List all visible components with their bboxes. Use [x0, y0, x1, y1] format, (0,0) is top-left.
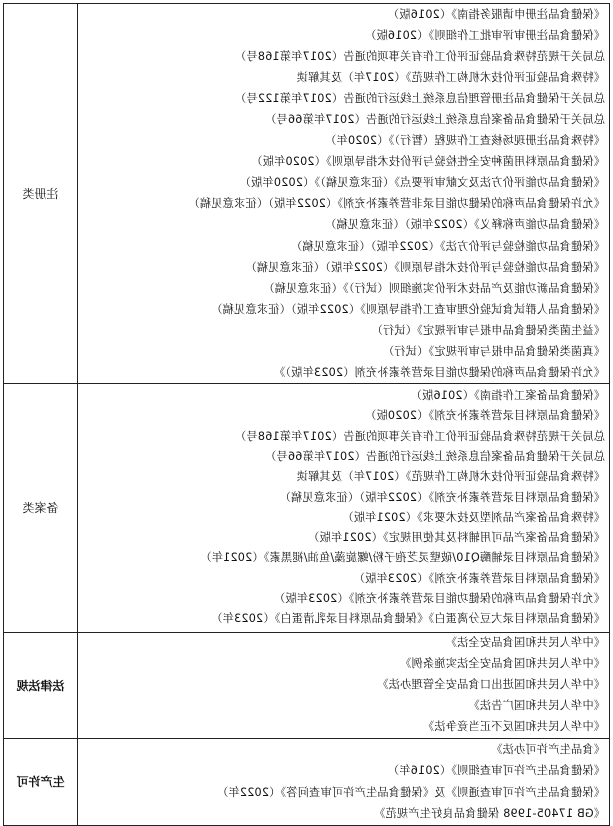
- list-item: 《允许保健食品声称的保健功能目录非营养素补充剂》（2022年版）（征求意见稿）: [188, 197, 605, 211]
- list-item: 总局关于保健食品备案信息系统上线运行的通告（2017年第66号）: [265, 113, 605, 127]
- group-items: [78, 632, 610, 738]
- list-item: 总局关于规范特殊食品验证评价工作有关事项的通告（2017年第168号）: [234, 50, 605, 64]
- list-item: 《保健食品人群试食试验伦理审查工作指导原则》（2022年版）（征求意见稿）: [211, 302, 605, 316]
- group-row-filing: [4, 383, 610, 632]
- list-item: 《保健食品生产许可审查细则》（2016年）: [387, 764, 605, 778]
- group-row-production-license: [4, 738, 610, 825]
- group-items: [78, 738, 610, 825]
- list-item: 《允许保健食品声称的保健功能目录营养素补充剂（2023年版）》: [273, 365, 605, 379]
- list-item: 总局关于保健食品注册管理信息系统上线运行的通告（2017年第122号）: [234, 92, 605, 106]
- list-item: 《保健食品原料目录大豆分离蛋白》《保健食品原料目录乳清蛋白》（2023年）: [211, 612, 605, 626]
- list-item: 《保健食品原料目录营养素补充剂》（2022年版）（征求意见稿）: [279, 490, 605, 504]
- list-item: 总局关于保健食品备案信息系统上线运行的通告（2017年第66号）: [265, 449, 605, 463]
- list-item: 《特殊食品备案产品剂型及技术要求》（2021年版）: [342, 510, 605, 524]
- list-item: 《保健食品功能评价方法及文献审评要点》（征求意见稿）》（2020年版）: [239, 176, 605, 190]
- category-cell: 生产许可: [4, 738, 78, 825]
- list-item: 《中华人民共和国广告法》: [468, 698, 605, 712]
- list-item: 《GB 17405-1998 保健食品良好生产规范》: [373, 807, 605, 821]
- list-item: 《保健食品备案工作指南》（2016版）: [410, 389, 605, 403]
- list-item: 《中华人民共和国进出口食品安全管理办法》: [377, 677, 605, 691]
- list-item: 《特殊食品注册现场核查工作规程（暂行）》（2020年）: [325, 134, 605, 148]
- list-item: 《保健食品注册申请服务指南》（2016版）: [387, 8, 605, 21]
- list-item: 《保健食品新功能及产品技术评价实施细则（试行）》（征求意见稿）: [263, 281, 605, 295]
- list-item: 《保健食品生产许可审查通则》及《保健食品生产许可审查问答》（2022年）: [216, 785, 605, 799]
- list-item: 《保健食品原料目录营养素补充剂》（2023年版）: [353, 571, 605, 585]
- list-item: 《益生菌类保健食品申报与审评规定》（试行）: [371, 323, 605, 337]
- regulations-table: [3, 3, 610, 826]
- list-item: 《中华人民共和国反不正当竞争法》: [422, 719, 605, 733]
- list-item: 《中华人民共和国食品安全法》: [445, 636, 605, 650]
- list-item: 《保健食品功能声称释义》（2022年版）（征求意见稿）: [325, 218, 605, 232]
- list-item: 《特殊食品验证评价技术机构工作规范》（2017年）及其解读: [296, 470, 605, 484]
- list-item: 《保健食品原料用菌种安全性检验与评价技术指导原则》（2020年版）: [251, 155, 605, 169]
- list-item: 《食品生产许可办法》: [491, 742, 605, 756]
- list-item: 《保健食品原料目录辅酶Q10/破壁灵芝孢子粉/螺旋藻/鱼油/褪黑素》（2021年）: [200, 551, 605, 565]
- list-item: 《保健食品原料目录营养素补充剂》（2020版）: [364, 409, 605, 423]
- category-cell: 备案类: [4, 383, 78, 632]
- group-row-registration: [4, 4, 610, 384]
- list-item: 总局关于规范特殊食品验证评价工作有关事项的通告（2017年第168号）: [234, 429, 605, 443]
- group-items: [78, 383, 610, 632]
- list-item: 《允许保健食品声称的保健功能目录营养素补充剂》（2023年版）: [273, 592, 605, 606]
- list-item: 《真菌类保健食品申报与审评规定》（试行）: [382, 344, 605, 358]
- group-row-laws: [4, 632, 610, 738]
- list-item: 《保健食品功能检验与评价技术指导原则》（2022年版）（征求意见稿）: [245, 260, 605, 274]
- list-item: 《保健食品功能检验与评价方法》（2022年版）（征求意见稿）: [290, 239, 605, 253]
- group-items: [78, 4, 610, 384]
- list-item: 《中华人民共和国食品安全法实施条例》: [400, 657, 605, 671]
- category-cell: 注册类: [4, 4, 78, 384]
- list-item: 《特殊食品验证评价技术机构工作规范》（2017年）及其解读: [296, 71, 605, 85]
- list-item: 《保健食品注册审评审批工作细则》（2016版）: [364, 29, 605, 43]
- category-cell: 法律法规: [4, 632, 78, 738]
- list-item: 《保健食品备案产品可用辅料及其使用规定》（2021年版）: [308, 531, 605, 545]
